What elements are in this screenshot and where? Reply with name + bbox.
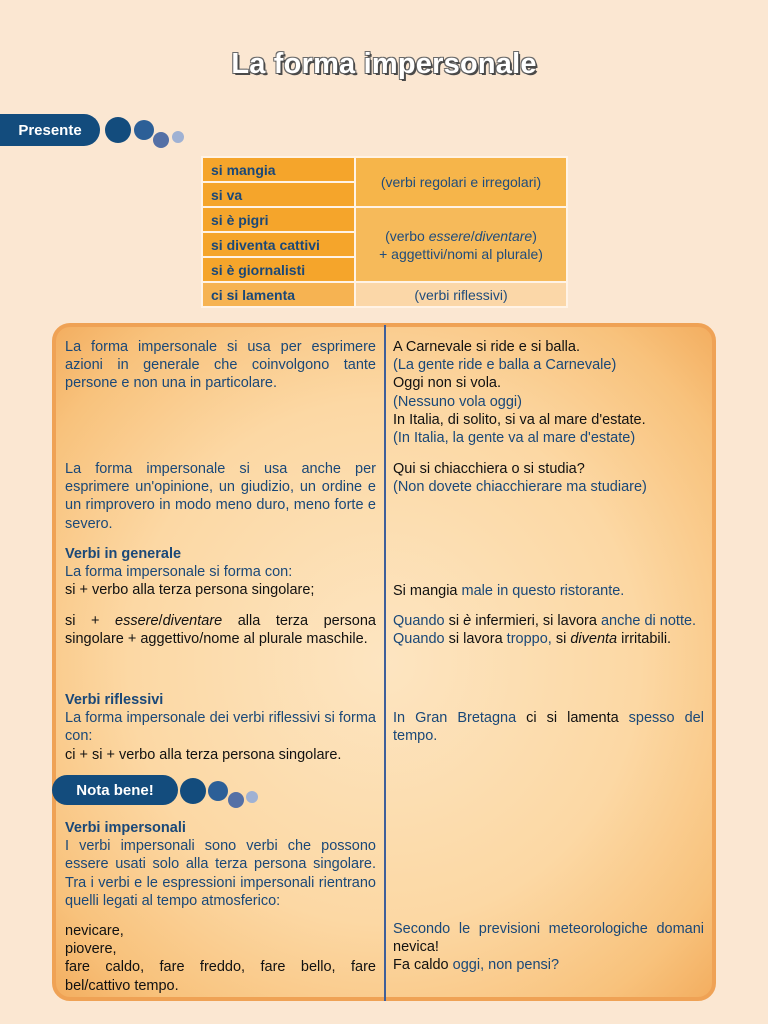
decorative-dot — [153, 132, 169, 148]
page-title: La forma impersonale — [231, 48, 537, 80]
verbi-generale-block: Verbi in generale La forma impersonale si forma con: si + verbo alla terza persona singolare; — [65, 545, 376, 600]
list-item: piovere, — [65, 941, 117, 958]
decorative-dot — [180, 778, 206, 804]
example-block: Si mangia male in questo ristorante. — [393, 583, 625, 599]
table-note: (verbi riflessivi) — [355, 282, 567, 307]
column-divider — [384, 325, 386, 1001]
section-heading: Verbi impersonali — [65, 820, 186, 836]
decorative-dot — [228, 792, 244, 808]
table-note: (verbo essere/diventare) + aggettivi/nomi al plurale) — [355, 207, 567, 282]
paragraph: La forma impersonale si usa per esprimere azioni in generale che coinvolgono tante persone e non una in particolare. — [65, 339, 376, 392]
conjugation-table — [201, 156, 568, 308]
example-block: Secondo le previsioni meteorologiche domani nevica! Fa caldo oggi, non pensi? — [393, 921, 704, 974]
table-cell: si è pigri — [202, 207, 355, 232]
table-cell: si mangia — [202, 157, 355, 182]
table-note: (verbi regolari e irregolari) — [355, 157, 567, 207]
decorative-dot — [172, 131, 184, 143]
decorative-dot — [134, 120, 154, 140]
verbi-riflessivi-block: Verbi riflessivi La forma impersonale dei verbi riflessivi si forma con: ci + si + verbo alla terza persona singolare. — [65, 692, 376, 763]
section-heading: Verbi riflessivi — [65, 692, 164, 708]
decorative-dot — [105, 117, 131, 143]
verbi-impersonali-block: Verbi impersonali I verbi impersonali sono verbi che possono essere usati solo alla terza persona singolare. Tra i verbi e le espressioni impersonali rientrano quelli legati al tempo atmosferico: — [65, 820, 376, 909]
example-block: Qui si chiacchiera o si studia? (Non dovete chiacchierare ma studiare) — [393, 461, 647, 496]
list-item: fare caldo, fare freddo, fare bello, fare bel/cattivo tempo. — [65, 959, 376, 994]
table-cell: si è giornalisti — [202, 257, 355, 282]
section-label-presente: Presente — [0, 114, 100, 146]
table-cell: ci si lamenta — [202, 282, 355, 307]
nota-bene-label: Nota bene! — [52, 775, 178, 805]
section-heading: Verbi in generale — [65, 546, 182, 562]
paragraph: La forma impersonale si usa anche per esprimere un'opinione, un giudizio, un ordine e un rimprovero in modo meno duro, meno forte e severo. — [65, 461, 376, 532]
example-block: A Carnevale si ride e si balla. (La gente ride e balla a Carnevale) Oggi non si vola. (Nessuno vola oggi) In Italia, di solito, si va al mare d'estate. (In Italia, la gente va al mare d'estate) — [393, 339, 646, 447]
table-cell: si va — [202, 182, 355, 207]
decorative-dot — [246, 791, 258, 803]
decorative-dot — [208, 781, 228, 801]
impersonal-verb-list — [65, 922, 376, 995]
example-block: In Gran Bretagna ci si lamenta spesso del tempo. — [393, 710, 704, 745]
list-item: nevicare, — [65, 923, 124, 939]
example-block: Quando si è infermieri, si lavora anche di notte. Quando si lavora troppo, si diventa irritabili. — [393, 613, 697, 648]
paragraph: si + essere/diventare alla terza persona singolare + aggettivo/nome al plurale maschile. — [65, 613, 377, 648]
table-cell: si diventa cattivi — [202, 232, 355, 257]
